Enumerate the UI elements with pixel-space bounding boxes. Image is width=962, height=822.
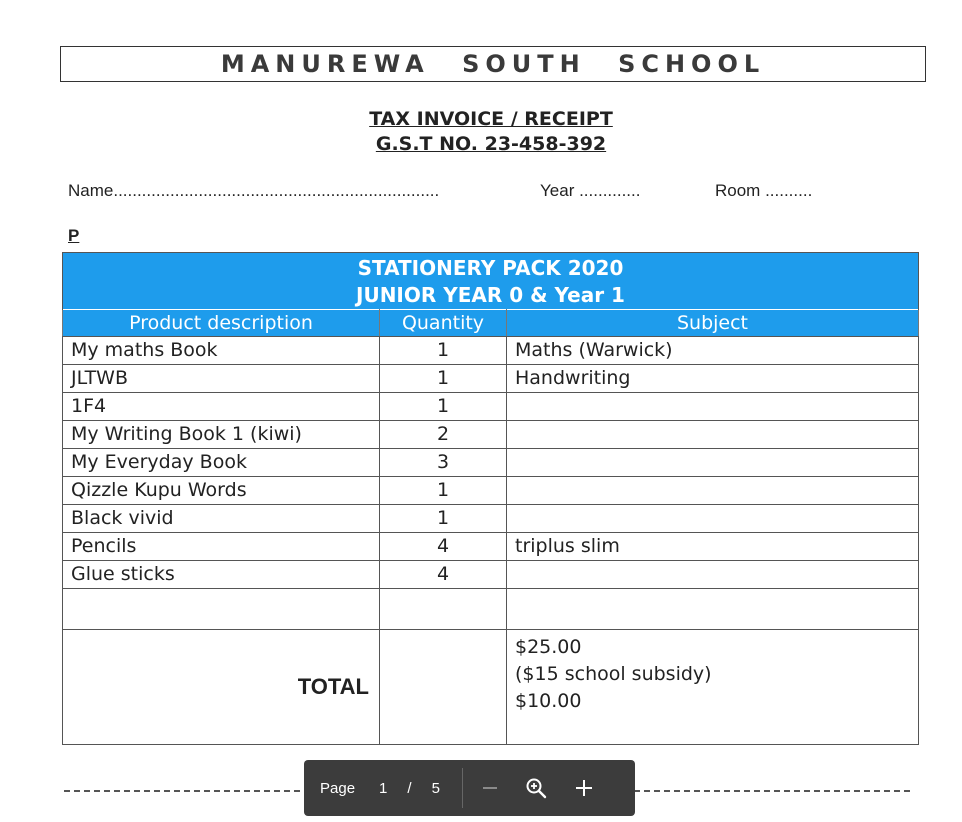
- product-cell: Pencils: [63, 533, 380, 561]
- table-row: [63, 449, 919, 477]
- zoom-out-button[interactable]: [473, 771, 507, 805]
- total-subsidy: ($15 school subsidy): [515, 663, 712, 685]
- product-cell: My Everyday Book: [63, 449, 380, 477]
- table-row: [63, 561, 919, 589]
- pack-title: [63, 253, 919, 310]
- empty-cell: [507, 589, 919, 630]
- column-headers: [63, 310, 919, 337]
- empty-cell: [380, 589, 507, 630]
- product-cell: My Writing Book 1 (kiwi): [63, 421, 380, 449]
- school-name: MANUREWA SOUTH SCHOOL: [220, 50, 766, 78]
- zoom-in-button[interactable]: [567, 771, 601, 805]
- product-cell: My maths Book: [63, 337, 380, 365]
- room-field: Room ..........: [715, 181, 813, 200]
- table-row: [63, 365, 919, 393]
- column-header-subject: Subject: [507, 310, 919, 337]
- total-label: TOTAL: [63, 630, 380, 745]
- page-separator: /: [407, 779, 412, 797]
- quantity-cell: 3: [380, 449, 507, 477]
- quantity-cell: 1: [380, 477, 507, 505]
- total-amount-full: $25.00: [515, 636, 582, 658]
- quantity-cell: 4: [380, 561, 507, 589]
- zoom-button[interactable]: [519, 771, 553, 805]
- product-cell: JLTWB: [63, 365, 380, 393]
- minus-icon: [480, 778, 500, 798]
- subject-cell: Maths (Warwick): [507, 337, 919, 365]
- subject-cell: [507, 561, 919, 589]
- total-amount-due: $10.00: [515, 690, 582, 712]
- empty-cell: [63, 589, 380, 630]
- product-cell: Glue sticks: [63, 561, 380, 589]
- table-row: [63, 421, 919, 449]
- product-cell: Black vivid: [63, 505, 380, 533]
- column-header-quantity: Quantity: [380, 310, 507, 337]
- total-amounts: [507, 630, 919, 745]
- stationery-table: [62, 252, 919, 745]
- toolbar-divider: [462, 768, 463, 808]
- table-row: [63, 337, 919, 365]
- table-row: [63, 533, 919, 561]
- quantity-cell: 1: [380, 365, 507, 393]
- gst-number: G.S.T NO. 23-458-392: [375, 133, 607, 155]
- quantity-cell: 4: [380, 533, 507, 561]
- subject-cell: [507, 393, 919, 421]
- subject-cell: triplus slim: [507, 533, 919, 561]
- column-header-product: Product description: [63, 310, 380, 337]
- page-label: Page: [320, 779, 356, 797]
- total-row: [63, 630, 919, 745]
- subject-cell: [507, 505, 919, 533]
- product-cell: Qizzle Kupu Words: [63, 477, 380, 505]
- subject-cell: [507, 421, 919, 449]
- total-pages: 5: [431, 779, 440, 797]
- product-cell: 1F4: [63, 393, 380, 421]
- table-row: [63, 505, 919, 533]
- pack-title-line1: STATIONERY PACK 2020: [357, 256, 624, 280]
- pack-title-line2: JUNIOR YEAR 0 & Year 1: [356, 283, 625, 307]
- year-field: Year .............: [540, 181, 641, 200]
- empty-row: [63, 589, 919, 630]
- p-mark: P: [68, 226, 80, 245]
- subject-cell: [507, 477, 919, 505]
- quantity-cell: 1: [380, 393, 507, 421]
- quantity-cell: 2: [380, 421, 507, 449]
- pdf-page-toolbar: [304, 760, 635, 816]
- school-name-box: [60, 46, 926, 82]
- quantity-cell: 1: [380, 337, 507, 365]
- subject-cell: [507, 449, 919, 477]
- quantity-cell: 1: [380, 505, 507, 533]
- current-page-input[interactable]: 1: [379, 779, 388, 797]
- total-quantity-cell: [380, 630, 507, 745]
- invoice-title: TAX INVOICE / RECEIPT: [369, 108, 613, 130]
- table-row: [63, 477, 919, 505]
- subject-cell: Handwriting: [507, 365, 919, 393]
- stationery-table-wrap: [62, 252, 918, 745]
- table-row: [63, 393, 919, 421]
- zoom-icon: [524, 776, 548, 800]
- plus-icon: [574, 778, 594, 798]
- name-field: Name.....................................................................: [68, 181, 440, 200]
